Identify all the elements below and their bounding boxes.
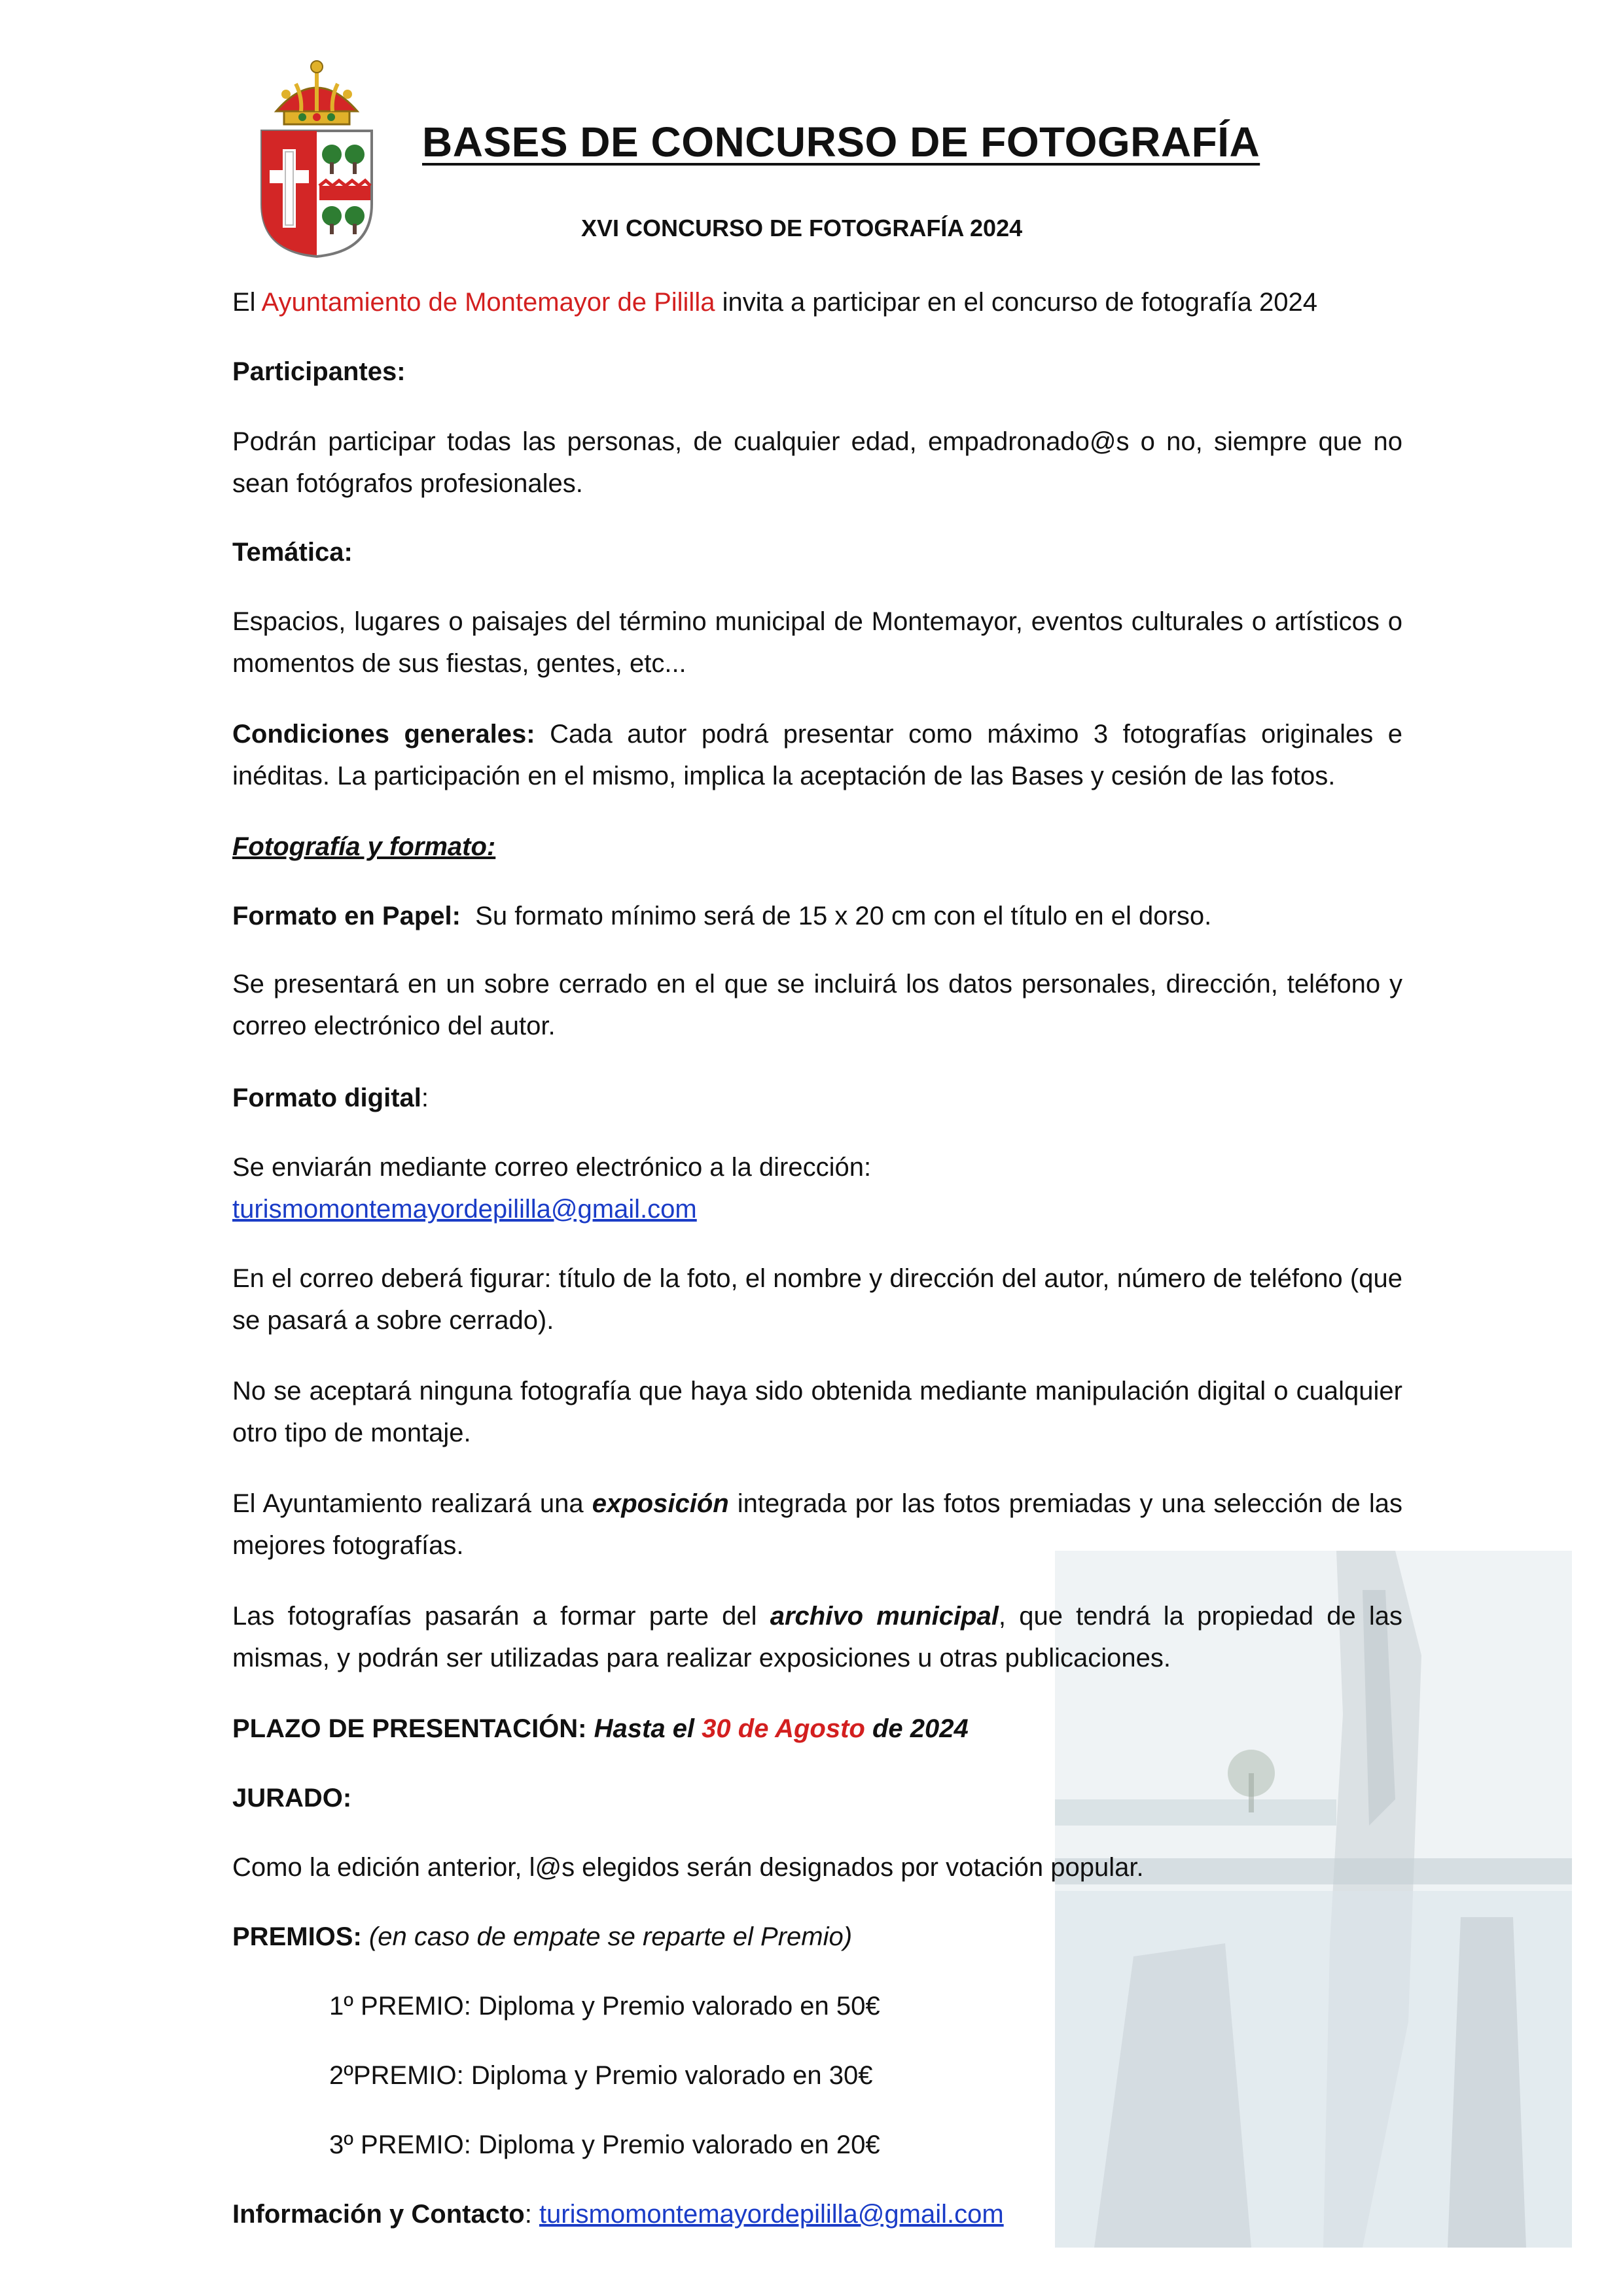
condiciones-paragraph: Condiciones generales: Cada autor podrá presentar como máximo 3 fotografías originales e inéditas. La participación en el mismo, implica la aceptación de las Bases y cesión de las fotos. xyxy=(232,720,1403,790)
coat-of-arms-icon xyxy=(257,58,377,259)
formato-digital-heading: Formato digital xyxy=(232,1084,421,1112)
intro-paragraph: El Ayuntamiento de Montemayor de Pililla invita a participar en el concurso de fotografía 2024 xyxy=(232,288,1318,317)
correo-text: En el correo deberá figurar: título de la foto, el nombre y dirección del autor, número de teléfono (que se pasará a sobre cerrado). xyxy=(232,1264,1402,1335)
premios-note: (en caso de empate se reparte el Premio) xyxy=(361,1922,853,1951)
premios-heading: PREMIOS: xyxy=(232,1922,362,1951)
plazo-paragraph: PLAZO DE PRESENTACIÓN: Hasta el 30 de Agosto de 2024 xyxy=(232,1714,969,1743)
contacto-label: Información y Contacto xyxy=(232,2200,525,2229)
plazo-label: PLAZO DE PRESENTACIÓN: xyxy=(232,1714,587,1743)
exposicion-paragraph: El Ayuntamiento realizará una exposición integrada por las fotos premiadas y una selección de las mejores fotografías. xyxy=(232,1489,1402,1560)
sobre-text: Se presentará en un sobre cerrado en el que se incluirá los datos personales, dirección, teléfono y correo electrónico del autor. xyxy=(232,970,1402,1040)
condiciones-heading: Condiciones generales: xyxy=(232,720,535,749)
participantes-heading: Participantes: xyxy=(232,357,406,386)
archivo-paragraph: Las fotografías pasarán a formar parte del archivo municipal, que tendrá la propiedad de las mismas, y podrán ser utilizadas para realizar exposiciones u otras publicaciones. xyxy=(232,1602,1403,1672)
email-link[interactable]: turismomontemayordepililla@gmail.com xyxy=(232,1195,697,1224)
formato-digital-paragraph: Formato digital: xyxy=(232,1084,429,1112)
premio-item: 2ºPREMIO: Diploma y Premio valorado en 30€ xyxy=(329,2061,873,2090)
manipulacion-text: No se aceptará ninguna fotografía que haya sido obtenida mediante manipulación digital o cualquier otro tipo de montaje. xyxy=(232,1377,1402,1447)
organizer-name: Ayuntamiento de Montemayor de Pililla xyxy=(261,288,715,317)
participantes-text: Podrán participar todas las personas, de cualquier edad, empadronado@s o no, siempre que no sean fotógrafos profesionales. xyxy=(232,427,1402,498)
premio-item: 1º PREMIO: Diploma y Premio valorado en 50€ xyxy=(329,1992,880,2021)
tematica-text: Espacios, lugares o paisajes del término municipal de Montemayor, eventos culturales o artísticos o momentos de sus fiestas, gentes, etc... xyxy=(232,607,1402,678)
formato-heading: Fotografía y formato: xyxy=(232,832,496,861)
premios-paragraph xyxy=(232,1916,852,1958)
tematica-heading: Temática: xyxy=(232,538,353,567)
jurado-heading: JURADO: xyxy=(232,1784,352,1812)
contacto-paragraph: Información y Contacto: turismomontemayordepililla@gmail.com xyxy=(232,2200,1004,2229)
page-title: BASES DE CONCURSO DE FOTOGRAFÍA xyxy=(422,118,1260,166)
formato-papel-heading: Formato en Papel: xyxy=(232,902,461,930)
plazo-date: 30 de Agosto xyxy=(702,1714,865,1743)
formato-papel-paragraph: Formato en Papel: Su formato mínimo será de 15 x 20 cm con el título en el dorso. xyxy=(232,902,1212,930)
archivo-emphasis: archivo municipal xyxy=(770,1602,999,1631)
page-subtitle: XVI CONCURSO DE FOTOGRAFÍA 2024 xyxy=(581,215,1023,241)
premio-item: 3º PREMIO: Diploma y Premio valorado en 20€ xyxy=(329,2130,880,2159)
digital-text: Se enviarán mediante correo electrónico a la dirección: xyxy=(232,1153,872,1182)
jurado-text: Como la edición anterior, l@s elegidos serán designados por votación popular. xyxy=(232,1853,1144,1882)
contacto-email-link[interactable]: turismomontemayordepililla@gmail.com xyxy=(539,2200,1004,2229)
exposicion-emphasis: exposición xyxy=(592,1489,729,1518)
